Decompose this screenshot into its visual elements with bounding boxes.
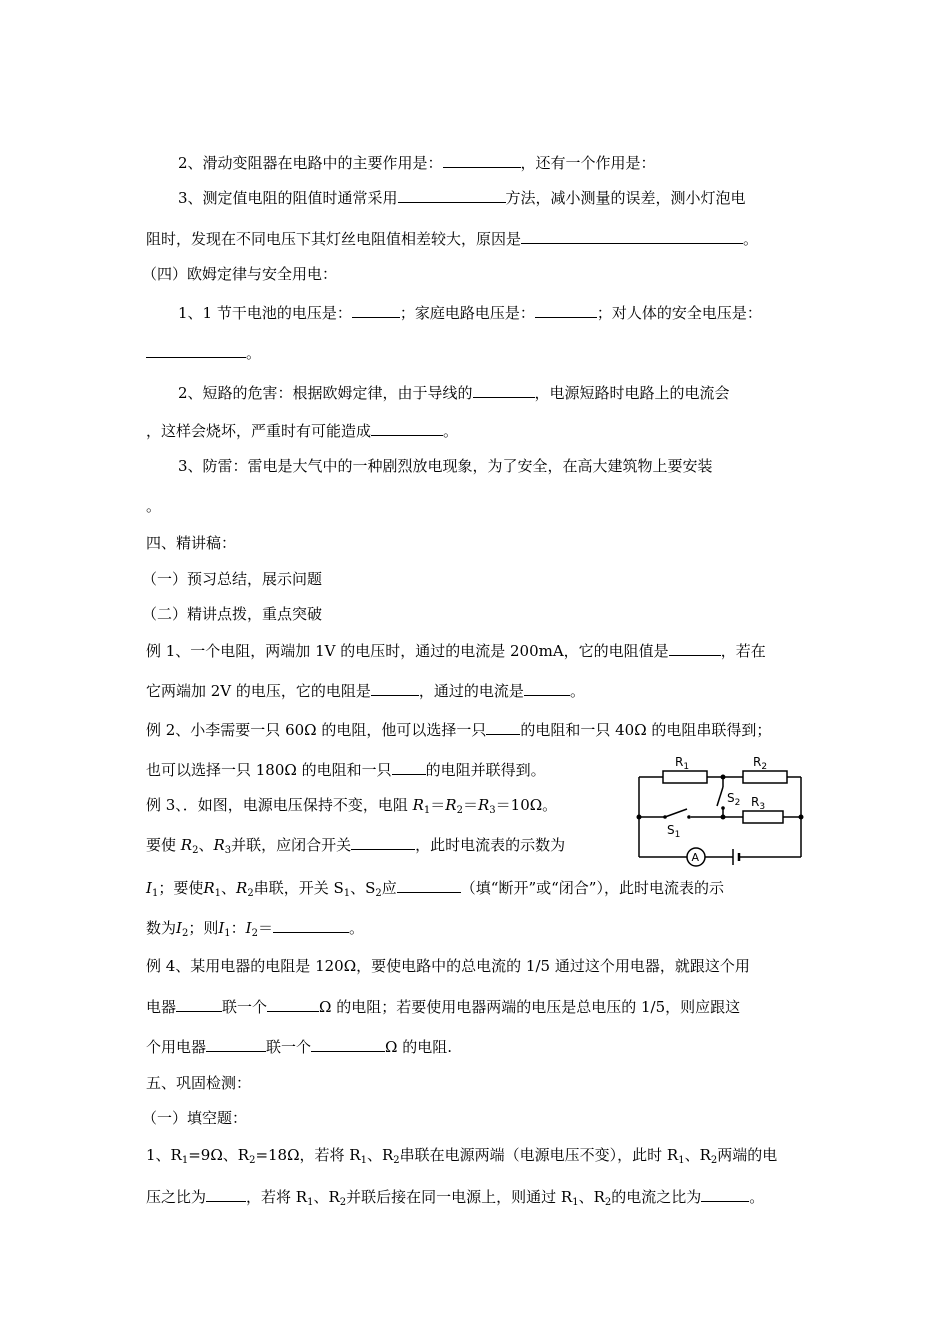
label-s1: $S_1$ xyxy=(667,823,681,840)
text-run: 。 xyxy=(349,919,365,937)
answer-blank[interactable] xyxy=(176,996,222,1012)
text-line xyxy=(146,759,546,780)
answer-blank[interactable] xyxy=(371,680,419,696)
text-run: 并联后接在同一电源上，则通过 R xyxy=(346,1188,573,1206)
text-run: ，若在 xyxy=(720,642,766,660)
answer-blank[interactable] xyxy=(473,382,535,398)
subscript: 2 xyxy=(339,1197,347,1208)
text-run: 个用电器 xyxy=(146,1038,207,1056)
answer-blank[interactable] xyxy=(398,187,506,203)
var-i: I xyxy=(146,879,152,897)
text-run: 两端的电 xyxy=(717,1146,778,1164)
text-run: 的电阻并联得到。 xyxy=(425,761,546,779)
text-run: 串联在电源两端（电源电压不变），此时 R xyxy=(399,1146,679,1164)
circuit-diagram xyxy=(633,752,813,872)
subscript: 2 xyxy=(249,1155,256,1166)
text-line xyxy=(146,680,585,701)
text-run: 电器 xyxy=(146,998,177,1016)
text-line xyxy=(178,456,713,476)
label-r1: $R_1$ xyxy=(675,755,690,772)
text-run: 、R xyxy=(313,1188,340,1206)
section-heading xyxy=(146,533,236,553)
text-run: 的电阻和一只 40Ω 的电阻串联得到； xyxy=(520,721,772,739)
subsection-heading xyxy=(142,1108,247,1128)
text-run: 方法，减小测量的误差，测小灯泡电 xyxy=(505,189,746,207)
subscript: 2 xyxy=(192,845,199,856)
subscript: 1 xyxy=(307,1197,314,1208)
text-run: 阻时，发现在不同电压下其灯丝电阻值相差较大，原因是 xyxy=(146,230,522,248)
subscript: 1 xyxy=(572,1197,579,1208)
text-line xyxy=(178,152,656,173)
junction-dot xyxy=(721,815,726,820)
answer-blank[interactable] xyxy=(524,680,570,696)
section-heading xyxy=(142,264,337,284)
text-run: 四、精讲稿： xyxy=(146,534,237,552)
subscript: 2 xyxy=(247,888,254,899)
subscript: 2 xyxy=(181,928,189,939)
text-run: 。 xyxy=(749,1188,765,1206)
text-run: ＝10Ω。 xyxy=(495,796,558,814)
text-run: （填“断开”或“闭合”），此时电流表的示 xyxy=(460,879,724,897)
text-run: ，若将 R xyxy=(246,1188,308,1206)
subscript: 2 xyxy=(251,928,258,939)
var-r: R xyxy=(445,796,457,814)
text-run: ；对人体的安全电压是： xyxy=(596,304,762,322)
switch-s1 xyxy=(665,809,687,817)
text-run: 、R xyxy=(684,1146,711,1164)
text-run: Ω 的电阻. xyxy=(385,1038,453,1056)
text-line xyxy=(146,1036,452,1057)
section-heading xyxy=(146,1073,251,1093)
text-run: =18Ω，若将 R xyxy=(255,1146,361,1164)
resistor-r1 xyxy=(663,771,707,783)
var-r: R xyxy=(203,879,215,897)
text-run: 2、滑动变阻器在电路中的主要作用是： xyxy=(178,154,443,172)
text-run: ；则 xyxy=(188,919,219,937)
resistor-r3 xyxy=(743,811,783,823)
text-run: 例 3、．如图，电源电压保持不变，电阻 xyxy=(146,796,408,814)
text-run: ，此时电流表的示数为 xyxy=(415,836,566,854)
text-line xyxy=(146,1186,764,1207)
text-run: 。 xyxy=(443,422,459,440)
subscript: 1 xyxy=(151,888,159,899)
label-r2: $R_2$ xyxy=(753,755,768,772)
subscript: 1 xyxy=(343,888,351,899)
text-run: 、 xyxy=(350,879,366,897)
text-run: 压之比为 xyxy=(146,1188,207,1206)
var-i: I xyxy=(218,919,225,937)
text-line xyxy=(178,302,762,323)
text-run: 要使 xyxy=(146,836,177,854)
text-line xyxy=(146,877,724,898)
text-run: 例 1、一个电阻，两端加 1V 的电压时，通过的电流是 200mA，它的电阻值是 xyxy=(146,642,669,660)
text-run: ： xyxy=(230,919,246,937)
text-line xyxy=(146,996,740,1017)
text-run: 串联，开关 S xyxy=(253,879,344,897)
answer-blank[interactable] xyxy=(273,917,349,933)
text-line xyxy=(146,420,458,441)
subsection-heading xyxy=(142,604,322,624)
answer-blank[interactable] xyxy=(443,152,521,168)
text-run: 联一个 xyxy=(266,1038,312,1056)
text-run: 3、测定值电阻的阻值时通常采用 xyxy=(178,189,398,207)
text-run: （一）预习总结，展示问题 xyxy=(142,570,323,588)
var-i: I xyxy=(245,919,252,937)
answer-blank[interactable] xyxy=(521,228,743,244)
subscript: 1 xyxy=(181,1155,189,1166)
text-run: =9Ω、R xyxy=(188,1146,250,1164)
switch-contact xyxy=(721,806,725,810)
text-run: 并联，应闭合开关 xyxy=(231,836,352,854)
subscript: 2 xyxy=(710,1155,718,1166)
text-line xyxy=(146,496,161,516)
text-run: （一）填空题： xyxy=(142,1109,248,1127)
answer-blank[interactable] xyxy=(669,640,721,656)
text-run: 应 xyxy=(381,879,397,897)
answer-blank[interactable] xyxy=(701,1186,749,1202)
subscript: 3 xyxy=(224,845,232,856)
resistor-r2 xyxy=(743,771,787,783)
text-run: 五、巩固检测： xyxy=(146,1074,252,1092)
text-run: ，电源短路时电路上的电流会 xyxy=(534,384,730,402)
answer-blank[interactable] xyxy=(351,834,415,850)
text-run: 也可以选择一只 180Ω 的电阻和一只 xyxy=(146,761,392,779)
text-run: ，这样会烧坏，严重时有可能造成 xyxy=(146,422,372,440)
text-run: 。 xyxy=(146,497,162,515)
text-run: ；家庭电路电压是： xyxy=(399,304,535,322)
text-run: 例 2、小李需要一只 60Ω 的电阻，他可以选择一只 xyxy=(146,721,487,739)
subsection-heading xyxy=(142,569,322,589)
text-run: 。 xyxy=(246,344,262,362)
subscript: 1 xyxy=(678,1155,685,1166)
text-run: 1、R xyxy=(146,1146,182,1164)
answer-blank[interactable] xyxy=(397,877,461,893)
subscript: 2 xyxy=(375,888,382,899)
subscript: 1 xyxy=(360,1155,367,1166)
answer-blank[interactable] xyxy=(486,719,520,735)
text-line xyxy=(178,187,746,208)
text-line xyxy=(146,640,766,661)
var-i: I xyxy=(176,919,182,937)
var-r: R xyxy=(213,836,225,854)
var-r: R xyxy=(236,879,248,897)
ammeter-label: A xyxy=(691,851,700,864)
switch-contact xyxy=(663,815,667,819)
switch-s2 xyxy=(717,787,723,806)
answer-blank[interactable] xyxy=(146,342,246,358)
text-run: 它两端加 2V 的电压，它的电阻是 xyxy=(146,682,371,700)
text-run: 。 xyxy=(743,230,759,248)
subscript: 1 xyxy=(214,888,221,899)
text-line xyxy=(146,834,565,855)
text-run: ＝ xyxy=(462,796,478,814)
subscript: 3 xyxy=(489,805,496,816)
answer-blank[interactable] xyxy=(311,1036,385,1052)
subscript: 2 xyxy=(456,805,463,816)
junction-dot xyxy=(721,775,726,780)
text-run: ，通过的电流是 xyxy=(418,682,524,700)
text-run: 、R xyxy=(578,1188,605,1206)
text-run: ＝ xyxy=(430,796,446,814)
var-r: R xyxy=(180,836,193,854)
answer-blank[interactable] xyxy=(206,1036,266,1052)
text-run: 数为 xyxy=(146,919,177,937)
text-line xyxy=(146,342,261,363)
text-run: （二）精讲点拨，重点突破 xyxy=(142,605,323,623)
text-run: Ω 的电阻；若要使用电器两端的电压是总电压的 1/5，则应跟这 xyxy=(319,998,741,1016)
text-run: 、 xyxy=(198,836,214,854)
answer-blank[interactable] xyxy=(535,302,597,318)
text-run: 3、防雷：雷电是大气中的一种剧烈放电现象，为了安全，在高大建筑物上要安装 xyxy=(178,457,713,475)
text-run: 例 4、某用电器的电阻是 120Ω，要使电路中的总电流的 1/5 通过这个用电器，就跟这个用 xyxy=(146,957,750,975)
text-line xyxy=(146,1145,777,1165)
text-run: 联一个 xyxy=(222,998,268,1016)
text-line xyxy=(146,228,758,249)
text-run: ＝ xyxy=(257,919,273,937)
answer-blank[interactable] xyxy=(392,759,426,775)
text-run: S xyxy=(365,879,376,897)
subscript: 1 xyxy=(423,805,431,816)
text-run: 1、1 节干电池的电压是： xyxy=(178,304,352,322)
subscript: 2 xyxy=(393,1155,400,1166)
label-r3: $R_3$ xyxy=(751,795,766,812)
junction-dot xyxy=(799,815,804,820)
switch-contact xyxy=(687,815,691,819)
subscript: 1 xyxy=(224,928,231,939)
text-run: ，还有一个作用是： xyxy=(520,154,656,172)
text-run: 、R xyxy=(366,1146,394,1164)
answer-blank[interactable] xyxy=(206,1186,246,1202)
text-run: 。 xyxy=(569,682,585,700)
text-run: 的电流之比为 xyxy=(611,1188,702,1206)
subscript: 2 xyxy=(604,1197,612,1208)
text-run: ；要使 xyxy=(158,879,204,897)
text-line xyxy=(146,719,771,740)
text-line xyxy=(146,795,557,815)
answer-blank[interactable] xyxy=(352,302,400,318)
answer-blank[interactable] xyxy=(371,420,443,436)
text-run: （四）欧姆定律与安全用电： xyxy=(142,265,338,283)
answer-blank[interactable] xyxy=(267,996,319,1012)
text-run: 2、短路的危害：根据欧姆定律，由于导线的 xyxy=(178,384,473,402)
text-line xyxy=(178,382,730,403)
label-s2: $S_2$ xyxy=(727,791,741,808)
text-run: 、 xyxy=(221,879,237,897)
var-r: R xyxy=(477,796,490,814)
junction-dot xyxy=(637,815,642,820)
text-line xyxy=(146,956,750,976)
text-line xyxy=(146,917,364,938)
var-r: R xyxy=(412,796,424,814)
